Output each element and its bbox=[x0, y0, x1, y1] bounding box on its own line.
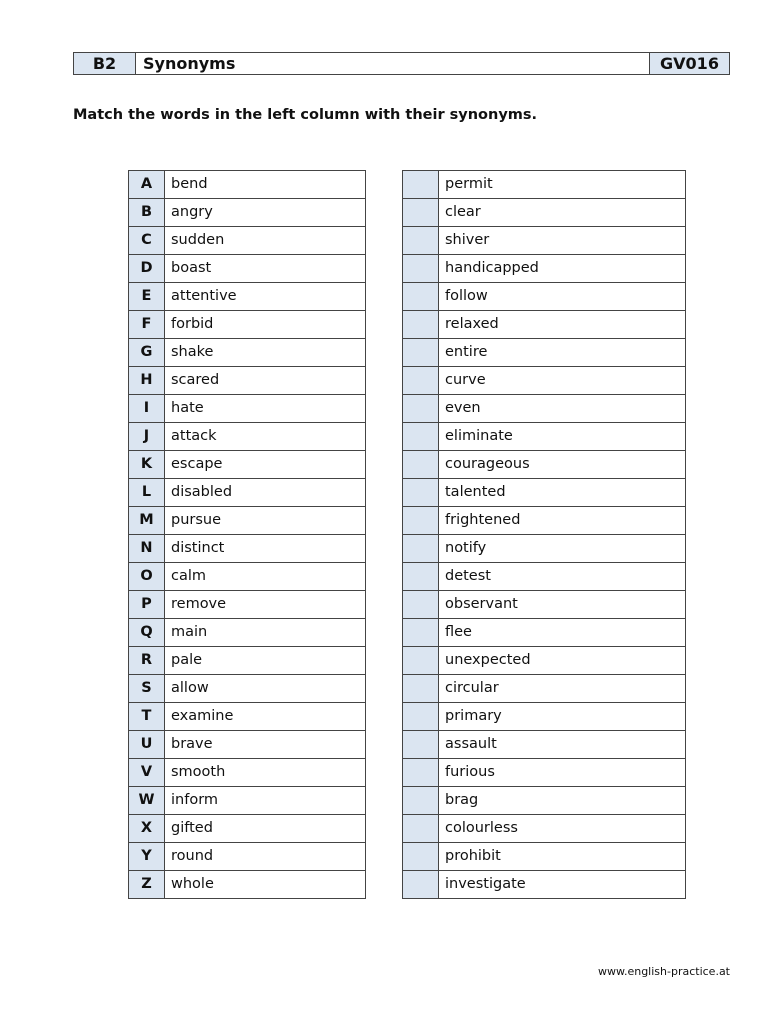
right-row bbox=[403, 815, 686, 843]
synonym-word: relaxed bbox=[439, 311, 686, 339]
row-letter: R bbox=[129, 647, 165, 675]
synonym-word: prohibit bbox=[439, 843, 686, 871]
answer-box[interactable] bbox=[403, 535, 439, 563]
left-row bbox=[129, 759, 366, 787]
answer-box[interactable] bbox=[403, 843, 439, 871]
left-word: whole bbox=[165, 871, 366, 899]
right-row bbox=[403, 339, 686, 367]
answer-box[interactable] bbox=[403, 619, 439, 647]
row-letter: T bbox=[129, 703, 165, 731]
synonym-word: frightened bbox=[439, 507, 686, 535]
left-word: allow bbox=[165, 675, 366, 703]
left-word: examine bbox=[165, 703, 366, 731]
synonym-word: investigate bbox=[439, 871, 686, 899]
answer-box[interactable] bbox=[403, 199, 439, 227]
left-word: disabled bbox=[165, 479, 366, 507]
left-word: scared bbox=[165, 367, 366, 395]
answer-box[interactable] bbox=[403, 731, 439, 759]
left-row bbox=[129, 227, 366, 255]
row-letter: F bbox=[129, 311, 165, 339]
left-row bbox=[129, 451, 366, 479]
left-column-table bbox=[128, 170, 366, 899]
left-row bbox=[129, 423, 366, 451]
row-letter: N bbox=[129, 535, 165, 563]
right-row bbox=[403, 367, 686, 395]
answer-box[interactable] bbox=[403, 227, 439, 255]
answer-box[interactable] bbox=[403, 815, 439, 843]
row-letter: E bbox=[129, 283, 165, 311]
left-row bbox=[129, 619, 366, 647]
answer-box[interactable] bbox=[403, 871, 439, 899]
row-letter: O bbox=[129, 563, 165, 591]
row-letter: H bbox=[129, 367, 165, 395]
answer-box[interactable] bbox=[403, 647, 439, 675]
left-word: bend bbox=[165, 171, 366, 199]
synonym-word: talented bbox=[439, 479, 686, 507]
row-letter: X bbox=[129, 815, 165, 843]
left-row bbox=[129, 367, 366, 395]
right-row bbox=[403, 479, 686, 507]
left-word: round bbox=[165, 843, 366, 871]
answer-box[interactable] bbox=[403, 479, 439, 507]
row-letter: Y bbox=[129, 843, 165, 871]
answer-box[interactable] bbox=[403, 311, 439, 339]
answer-box[interactable] bbox=[403, 367, 439, 395]
left-word: remove bbox=[165, 591, 366, 619]
left-row bbox=[129, 591, 366, 619]
synonym-word: eliminate bbox=[439, 423, 686, 451]
synonym-word: circular bbox=[439, 675, 686, 703]
answer-box[interactable] bbox=[403, 423, 439, 451]
worksheet-title: Synonyms bbox=[143, 54, 236, 73]
synonym-word: flee bbox=[439, 619, 686, 647]
right-row bbox=[403, 871, 686, 899]
answer-box[interactable] bbox=[403, 255, 439, 283]
left-row bbox=[129, 507, 366, 535]
row-letter: P bbox=[129, 591, 165, 619]
left-row bbox=[129, 479, 366, 507]
left-word: calm bbox=[165, 563, 366, 591]
answer-box[interactable] bbox=[403, 395, 439, 423]
left-word: escape bbox=[165, 451, 366, 479]
right-row bbox=[403, 535, 686, 563]
answer-box[interactable] bbox=[403, 703, 439, 731]
row-letter: I bbox=[129, 395, 165, 423]
left-word: pursue bbox=[165, 507, 366, 535]
synonym-word: detest bbox=[439, 563, 686, 591]
left-word: main bbox=[165, 619, 366, 647]
answer-box[interactable] bbox=[403, 759, 439, 787]
synonym-word: observant bbox=[439, 591, 686, 619]
left-word: sudden bbox=[165, 227, 366, 255]
synonym-word: clear bbox=[439, 199, 686, 227]
left-word: smooth bbox=[165, 759, 366, 787]
row-letter: Z bbox=[129, 871, 165, 899]
level-label: B2 bbox=[74, 53, 136, 74]
right-row bbox=[403, 563, 686, 591]
left-row bbox=[129, 535, 366, 563]
left-row bbox=[129, 731, 366, 759]
synonym-word: assault bbox=[439, 731, 686, 759]
answer-box[interactable] bbox=[403, 787, 439, 815]
left-row bbox=[129, 703, 366, 731]
answer-box[interactable] bbox=[403, 591, 439, 619]
right-row bbox=[403, 787, 686, 815]
right-row bbox=[403, 731, 686, 759]
left-row bbox=[129, 815, 366, 843]
row-letter: C bbox=[129, 227, 165, 255]
row-letter: D bbox=[129, 255, 165, 283]
footer-url: www.english-practice.at bbox=[597, 965, 730, 978]
right-row bbox=[403, 227, 686, 255]
row-letter: V bbox=[129, 759, 165, 787]
answer-box[interactable] bbox=[403, 171, 439, 199]
right-row bbox=[403, 619, 686, 647]
right-row bbox=[403, 591, 686, 619]
left-row bbox=[129, 283, 366, 311]
synonym-word: entire bbox=[439, 339, 686, 367]
right-row bbox=[403, 395, 686, 423]
right-row bbox=[403, 171, 686, 199]
synonym-word: colourless bbox=[439, 815, 686, 843]
left-row bbox=[129, 843, 366, 871]
synonym-word: furious bbox=[439, 759, 686, 787]
left-row bbox=[129, 647, 366, 675]
left-row bbox=[129, 311, 366, 339]
row-letter: B bbox=[129, 199, 165, 227]
row-letter: S bbox=[129, 675, 165, 703]
synonym-word: handicapped bbox=[439, 255, 686, 283]
left-row bbox=[129, 675, 366, 703]
row-letter: U bbox=[129, 731, 165, 759]
right-row bbox=[403, 759, 686, 787]
synonym-word: shiver bbox=[439, 227, 686, 255]
left-row bbox=[129, 871, 366, 899]
answer-box[interactable] bbox=[403, 507, 439, 535]
left-row bbox=[129, 255, 366, 283]
instructions: Match the words in the left column with their synonyms. bbox=[73, 107, 538, 123]
left-word: attentive bbox=[165, 283, 366, 311]
synonym-word: primary bbox=[439, 703, 686, 731]
left-row bbox=[129, 339, 366, 367]
left-row bbox=[129, 787, 366, 815]
left-word: gifted bbox=[165, 815, 366, 843]
left-word: boast bbox=[165, 255, 366, 283]
row-letter: W bbox=[129, 787, 165, 815]
left-word: inform bbox=[165, 787, 366, 815]
row-letter: K bbox=[129, 451, 165, 479]
right-row bbox=[403, 647, 686, 675]
synonym-word: unexpected bbox=[439, 647, 686, 675]
left-word: forbid bbox=[165, 311, 366, 339]
answer-box[interactable] bbox=[403, 451, 439, 479]
synonym-word: notify bbox=[439, 535, 686, 563]
row-letter: L bbox=[129, 479, 165, 507]
synonym-word: permit bbox=[439, 171, 686, 199]
left-word: hate bbox=[165, 395, 366, 423]
right-row bbox=[403, 507, 686, 535]
worksheet-header bbox=[73, 52, 730, 75]
synonym-word: follow bbox=[439, 283, 686, 311]
right-row bbox=[403, 675, 686, 703]
left-word: shake bbox=[165, 339, 366, 367]
left-word: brave bbox=[165, 731, 366, 759]
right-row bbox=[403, 311, 686, 339]
left-word: distinct bbox=[165, 535, 366, 563]
row-letter: J bbox=[129, 423, 165, 451]
row-letter: A bbox=[129, 171, 165, 199]
right-column-table bbox=[402, 170, 686, 899]
left-row bbox=[129, 171, 366, 199]
right-row bbox=[403, 199, 686, 227]
synonym-word: curve bbox=[439, 367, 686, 395]
left-word: pale bbox=[165, 647, 366, 675]
row-letter: M bbox=[129, 507, 165, 535]
synonym-word: courageous bbox=[439, 451, 686, 479]
right-row bbox=[403, 283, 686, 311]
answer-box[interactable] bbox=[403, 563, 439, 591]
right-row bbox=[403, 703, 686, 731]
row-letter: Q bbox=[129, 619, 165, 647]
right-row bbox=[403, 423, 686, 451]
row-letter: G bbox=[129, 339, 165, 367]
answer-box[interactable] bbox=[403, 283, 439, 311]
synonym-word: brag bbox=[439, 787, 686, 815]
right-row bbox=[403, 843, 686, 871]
left-word: angry bbox=[165, 199, 366, 227]
right-row bbox=[403, 451, 686, 479]
answer-box[interactable] bbox=[403, 339, 439, 367]
answer-box[interactable] bbox=[403, 675, 439, 703]
synonym-word: even bbox=[439, 395, 686, 423]
left-row bbox=[129, 563, 366, 591]
right-row bbox=[403, 255, 686, 283]
left-word: attack bbox=[165, 423, 366, 451]
left-row bbox=[129, 199, 366, 227]
left-row bbox=[129, 395, 366, 423]
worksheet-code: GV016 bbox=[649, 53, 729, 74]
